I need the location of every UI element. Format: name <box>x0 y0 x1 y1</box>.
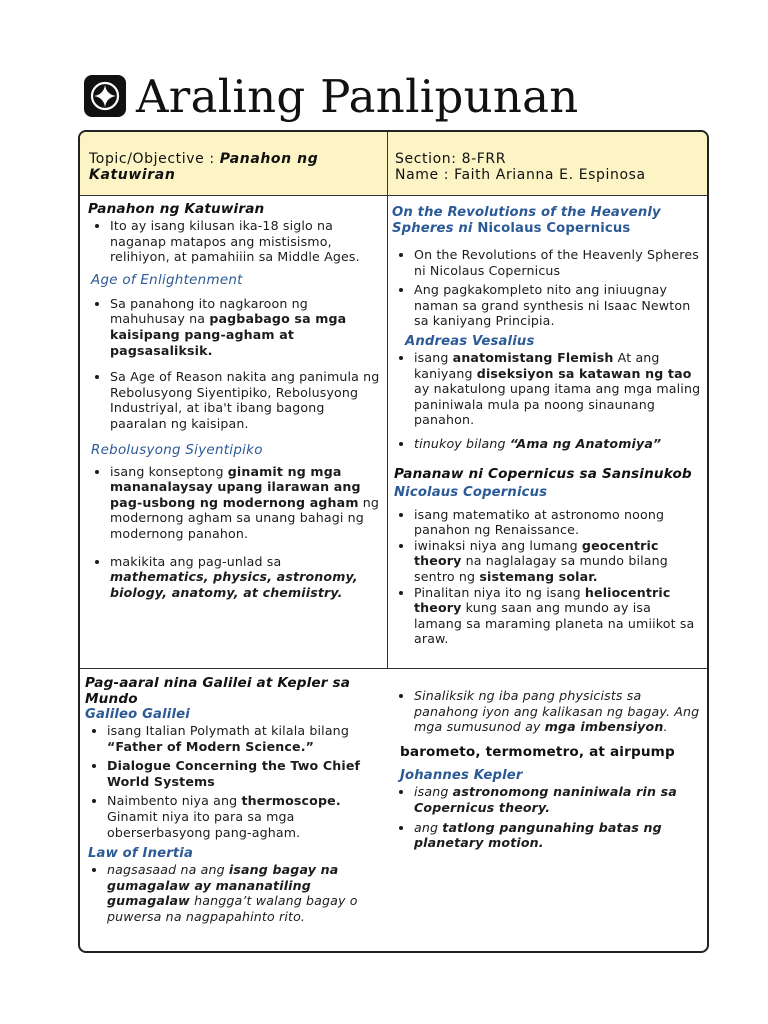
heading-galileo-galilei: Galileo Galilei <box>85 707 190 722</box>
list-item: • Ito ay isang kilusan ika-18 siglo na naganap matapos ang mistisismo, relihiyon, at pamahiiin sa Middle Ages. <box>110 218 380 265</box>
list-item: • isang konseptong ginamit ng mga mananalaysay upang ilarawan ang pag-usbong ng modernong agham ng modernong agham sa unang bahagi ng modernong panahon. <box>110 464 380 542</box>
heading-nicolaus-copernicus: Nicolaus Copernicus <box>394 484 548 500</box>
list-item: • isang Italian Polymath at kilala bilang “Father of Modern Science.” <box>107 723 385 754</box>
heading-rebolusyong-siyentipiko: Rebolusyong Siyentipiko <box>91 442 263 458</box>
list-item: • Dialogue Concerning the Two Chief World Systems <box>107 758 385 789</box>
bottom-left-column <box>85 675 385 925</box>
bottom-right-column <box>392 688 702 851</box>
list-item: • On the Revolutions of the Heavenly Spheres ni Nicolaus Copernicus <box>414 247 702 278</box>
section-text: Section: 8-FRR <box>395 151 507 167</box>
list-item: • Naimbento niya ang thermoscope. Ginamit niya ito para sa mga oberserbasyong pang-agham. <box>107 793 385 840</box>
list-item: • tinukoy bilang “Ama ng Anatomiya” <box>414 436 702 452</box>
heading-imbensiyon: barometo, termometro, at airpump <box>400 743 675 760</box>
list-item: • makikita ang pag-unlad sa mathematics, physics, astronomy, biology, anatomy, at chemiistry. <box>110 554 380 601</box>
list-item: • Sa Age of Reason nakita ang panimula ng Rebolusyong Siyentipiko, Rebolusyong Industriyal, at iba't ibang bagong paaralan ng kaisipan. <box>110 369 380 431</box>
list-item: • Sinaliksik ng iba pang physicists sa panahong iyon ang kalikasan ng bagay. Ang mga sumusunod ay mga imbensiyon. <box>414 688 702 735</box>
topic-label: Topic/Objective : <box>89 151 220 167</box>
worksheet-table <box>78 130 709 953</box>
page-title: Araling Panlipunan <box>136 69 579 123</box>
list-item: • Sa panahong ito nagkaroon ng mahuhusay na pagbabago sa mga kaisipang pang-agham at pagsasaliksik. <box>110 296 380 358</box>
heading-law-of-inertia: Law of Inertia <box>88 846 194 862</box>
left-column <box>88 201 380 600</box>
list-item: • iwinaksi niya ang lumang geocentric theory na naglalagay sa mundo bilang sentro ng sistemang solar. <box>414 538 702 585</box>
list-item: • ang tatlong pangunahing batas ng planetary motion. <box>414 820 702 851</box>
list-item: • isang matematiko at astronomo noong panahon ng Renaissance. <box>414 507 702 538</box>
heading-on-the-revolutions: On the Revolutions of the Heavenly Spheres ni Nicolaus Copernicus <box>392 205 661 236</box>
heading-galilei-kepler: Pag-aaral nina Galilei at Kepler sa Mundo <box>85 675 351 707</box>
heading-pananaw-ni-copernicus: Pananaw ni Copernicus sa Sansinukob <box>394 465 692 482</box>
compass-star-icon <box>84 75 126 117</box>
heading-johannes-kepler: Johannes Kepler <box>400 768 523 784</box>
topic-objective <box>89 151 379 183</box>
heading-panahon-ng-katuwiran: Panahon ng Katuwiran <box>88 201 265 217</box>
list-item: • isang anatomistang Flemish At ang kaniyang diseksiyon sa katawan ng tao ay nakatulong upang itama ang mga maling paniniwala mula pa noong sinaunang panahon. <box>414 350 702 428</box>
heading-andreas-vesalius: Andreas Vesalius <box>405 333 535 349</box>
student-name: Name : Faith Arianna E. Espinosa <box>395 167 646 183</box>
right-column <box>392 205 702 647</box>
list-item: • nagsasaad na ang isang bagay na gumagalaw ay mananatiling gumagalaw hangga’t walang bagay o puwersa na nagpapahinto rito. <box>107 862 385 924</box>
list-item: • Pinalitan niya ito ng isang heliocentric theory kung saan ang mundo ay isa lamang sa maraming planeta na umiikot sa araw. <box>414 585 702 647</box>
heading-age-of-enlightenment: Age of Enlightenment <box>91 272 243 288</box>
list-item: • isang astronomong naniniwala rin sa Copernicus theory. <box>414 784 702 815</box>
page-header <box>84 68 579 124</box>
list-item: • Ang pagkakompleto nito ang iniuugnay naman sa grand synthesis ni Isaac Newton sa kaniyang Principia. <box>414 282 702 329</box>
student-info <box>395 151 705 183</box>
topic-value: Panahon ng Katuwiran <box>89 151 319 183</box>
